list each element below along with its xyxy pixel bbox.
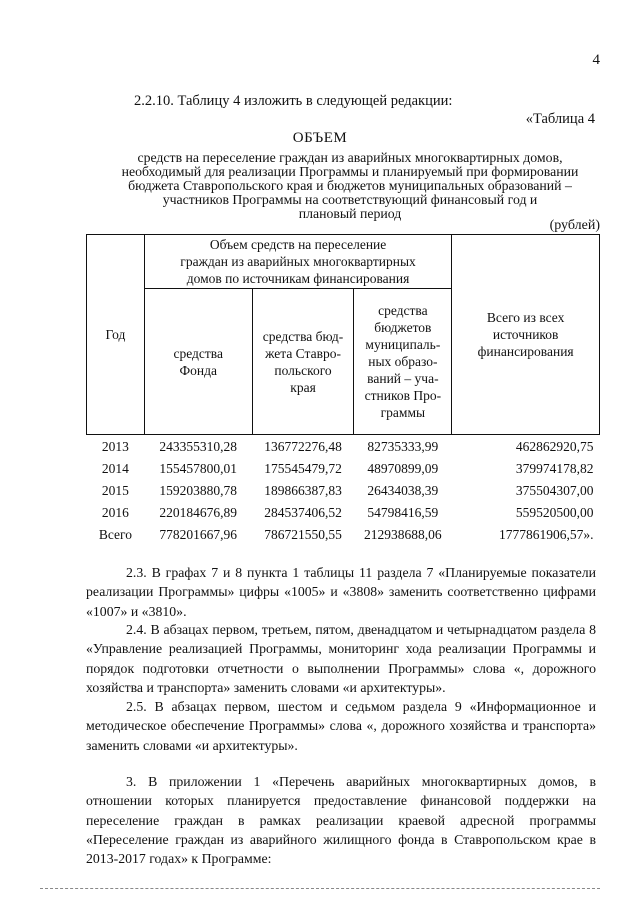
header-line: Всего из всех (486, 310, 565, 325)
header-total (452, 235, 600, 435)
description-line: плановый период (298, 206, 402, 221)
header-line: муниципаль- (365, 337, 441, 352)
cell-year: 2015 (101, 482, 129, 498)
cell-total: 375504307,00 (515, 482, 594, 498)
header-group (144, 235, 451, 289)
page-number: 4 (592, 52, 600, 68)
description-line: необходимый для реализации Программы и планируемый при формировании (121, 164, 579, 179)
cell-fund: 778201667,96 (159, 526, 238, 542)
description-line: бюджета Ставропольского края и бюджетов муниципальных образований – (128, 178, 572, 193)
cell-fund: 155457800,01 (159, 460, 238, 476)
unit-label: (рублей) (549, 218, 600, 233)
cell-total: 1777861906,57». (499, 526, 594, 542)
cell-region: 189866387,83 (264, 482, 342, 498)
header-line: польского (274, 362, 332, 378)
table-row (87, 479, 600, 501)
header-line: ваний – уча- (367, 371, 439, 386)
funding-table (86, 234, 600, 545)
header-line: Фонда (179, 362, 217, 378)
cell-municipal: 26434038,39 (367, 482, 439, 498)
table-label: «Таблица 4 (525, 111, 595, 127)
table-description (85, 151, 615, 221)
paragraph-2-4: 2.4. В абзацах первом, третьем, пятом, двенадцатом и четырнадцатом раздела 8 «Управление реализацией Программы, мониторинг хода реализации Программы и порядок подготовки отчетности о выполнении Программы» слова «, дорожного хозяйства и транспорта» заменить словами «и архитектуры». (86, 622, 596, 695)
description-line: средств на переселение граждан из аварийных многоквартирных домов, (137, 150, 563, 165)
header-line: средства (378, 303, 428, 318)
cell-region: 284537406,52 (264, 504, 342, 520)
cell-year: 2013 (101, 438, 129, 454)
paragraph-2-5: 2.5. В абзацах первом, шестом и седьмом раздела 9 «Информационное и методическое обеспечение Программы» слова «, дорожного хозяйства и транспорта» заменить словами «и архитектуры». (86, 699, 596, 753)
cell-municipal: 48970899,09 (367, 460, 439, 476)
header-fund (144, 289, 252, 435)
cell-total: 559520500,00 (515, 504, 594, 520)
cell-region: 175545479,72 (264, 460, 342, 476)
header-group-line: граждан из аварийных многоквартирных (180, 254, 416, 269)
paragraph-3: 3. В приложении 1 «Перечень аварийных многоквартирных домов, в отношении которых планируется предоставление финансовой поддержки на переселение граждан в рамках реализации краевой адресной программы «Переселение граждан из аварийного жилищного фонда в Ставропольском крае в 2013-2017 годах» к Программе: (86, 774, 596, 867)
header-group-line: Объем средств на переселение (209, 237, 387, 252)
description-line: участников Программы на соответствующий финансовый год и (162, 192, 538, 207)
cell-year: Всего (98, 526, 132, 542)
header-line: средства (173, 345, 223, 361)
header-line: ных образо- (368, 354, 438, 369)
header-region (252, 289, 354, 435)
header-line: граммы (380, 405, 426, 420)
cell-fund: 243355310,28 (159, 438, 238, 454)
cell-region: 786721550,55 (264, 526, 342, 542)
table-row-total (87, 523, 600, 545)
cell-municipal: 212938688,06 (364, 526, 442, 542)
footer-divider (40, 888, 600, 889)
table-row (87, 501, 600, 523)
header-line: жета Ставро- (265, 345, 341, 361)
cell-municipal: 82735333,99 (367, 438, 439, 454)
header-line: средства бюд- (262, 328, 344, 344)
header-line: бюджетов (374, 320, 432, 335)
header-line: края (290, 379, 316, 395)
cell-fund: 220184676,89 (159, 504, 238, 520)
cell-total: 379974178,82 (515, 460, 594, 476)
cell-region: 136772276,48 (264, 438, 342, 454)
header-group-line: домов по источникам финансирования (186, 271, 410, 286)
header-line: источников (492, 327, 559, 342)
table-row (87, 457, 600, 479)
cell-municipal: 54798416,59 (367, 504, 439, 520)
header-municipal (354, 289, 452, 435)
cell-fund: 159203880,78 (159, 482, 238, 498)
cell-total: 462862920,75 (515, 438, 594, 454)
header-year: Год (87, 235, 145, 435)
table-row (87, 435, 600, 458)
cell-year: 2016 (101, 504, 129, 520)
intro-paragraph: 2.2.10. Таблицу 4 изложить в следующей редакции: (134, 93, 453, 109)
table-heading: ОБЪЕМ (292, 130, 348, 146)
header-line: финансирования (477, 344, 574, 359)
header-line: стников Про- (364, 388, 442, 403)
paragraph-2-3: 2.3. В графах 7 и 8 пункта 1 таблицы 11 раздела 7 «Планируемые показатели реализации Программы» цифры «1005» и «3808» заменить соответственно цифрами «1007» и «3810». (86, 565, 596, 619)
cell-year: 2014 (101, 460, 129, 476)
